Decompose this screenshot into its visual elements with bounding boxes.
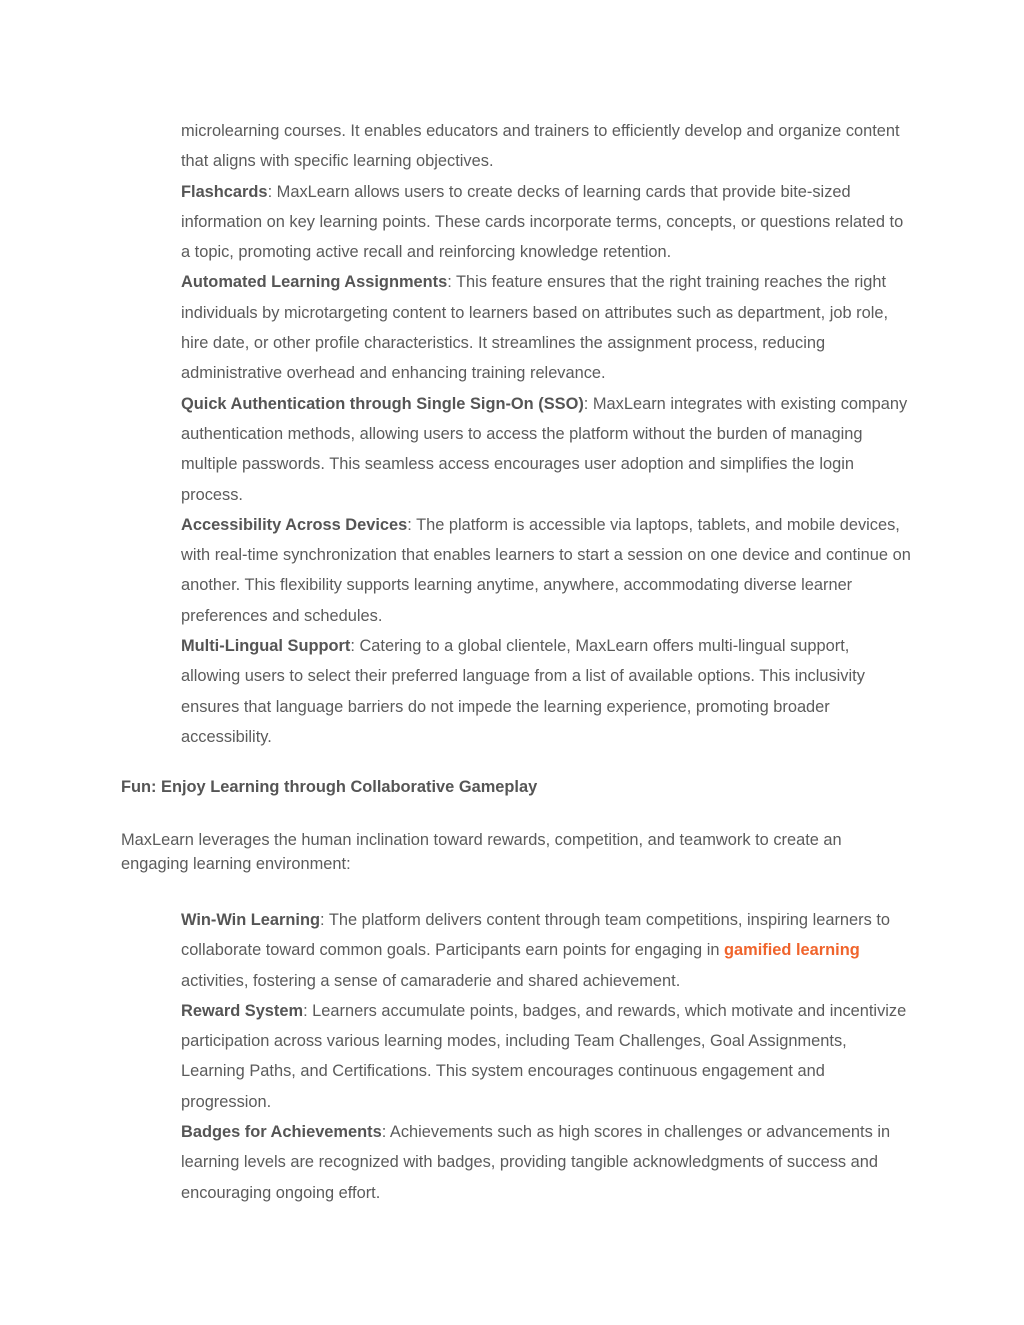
feature-text: : MaxLearn integrates with existing company authentication methods, allowing users to access the platform without the burden of managing multiple passwords. This seamless access encourages user adoption and simplifies the login process. [181, 394, 908, 504]
feature-text: activities, fostering a sense of camaraderie and shared achievement. [181, 971, 681, 990]
feature-text: : The platform is accessible via laptops, tablets, and mobile devices, with real-time synchronization that enables learners to start a session on one device and continue on another. This flexibility supports learning anytime, anywhere, accommodating diverse learner preferences and schedules. [181, 515, 911, 625]
feature-text: : This feature ensures that the right training reaches the right individuals by microtargeting content to learners based on attributes such as department, job role, hire date, or other profile characteristics. It streamlines the assignment process, reducing administrative overhead and enhancing training relevance. [181, 273, 889, 383]
feature-item-automated-assignments [181, 267, 911, 388]
continuation-text: microlearning courses. It enables educators and trainers to efficiently develop and organize content that aligns with specific learning objectives. [181, 122, 900, 171]
section-heading: Fun: Enjoy Learning through Collaborative Gameplay [121, 778, 538, 796]
feature-text: : The platform delivers content through team competitions, inspiring learners to collaborate toward common goals. Participants earn points for engaging in [181, 911, 891, 960]
feature-item-multilingual [181, 631, 911, 752]
feature-title: Reward System [181, 1001, 304, 1020]
feature-title: Win-Win Learning [181, 911, 321, 929]
feature-text: : Catering to a global clientele, MaxLearn offers multi-lingual support, allowing users to select their preferred language from a list of available options. This inclusivity ensures that language barriers do not impede the learning experience, promoting broader accessibility. [181, 637, 865, 746]
feature-item-badges [181, 1117, 911, 1208]
feature-item-sso [181, 389, 911, 510]
feature-item-win-win [181, 905, 911, 996]
feature-title: Accessibility Across Devices [181, 515, 408, 534]
section-intro: MaxLearn leverages the human inclination toward rewards, competition, and teamwork to create an engaging learning environment: [121, 831, 842, 873]
feature-title: Badges for Achievements [181, 1123, 382, 1142]
feature-title: Quick Authentication through Single Sign-On (SSO) [181, 394, 584, 413]
feature-text: : Learners accumulate points, badges, and rewards, which motivate and incentivize participation across various learning modes, including Team Challenges, Goal Assignments, Learning Paths, and Certifications. This system encourages continuous engagement and progression. [181, 1001, 907, 1111]
feature-item-accessibility [181, 510, 911, 631]
paragraph-continuation [181, 116, 911, 177]
feature-text: : MaxLearn allows users to create decks of learning cards that provide bite-sized information on key learning points. These cards incorporate terms, concepts, or questions related to a topic, promoting active recall and reinforcing knowledge retention. [181, 182, 904, 262]
feature-list-2 [181, 905, 911, 1208]
feature-title: Automated Learning Assignments [181, 273, 448, 292]
feature-item-flashcards [181, 177, 911, 268]
gamified-learning-link[interactable]: gamified learning [724, 941, 860, 960]
feature-title: Multi-Lingual Support [181, 637, 351, 656]
feature-list-1 [181, 116, 911, 752]
feature-item-reward-system [181, 996, 911, 1117]
feature-text: : Achievements such as high scores in challenges or advancements in learning levels are recognized with badges, providing tangible acknowledgments of success and encouraging ongoing effort. [181, 1123, 891, 1202]
feature-title: Flashcards [181, 182, 268, 201]
